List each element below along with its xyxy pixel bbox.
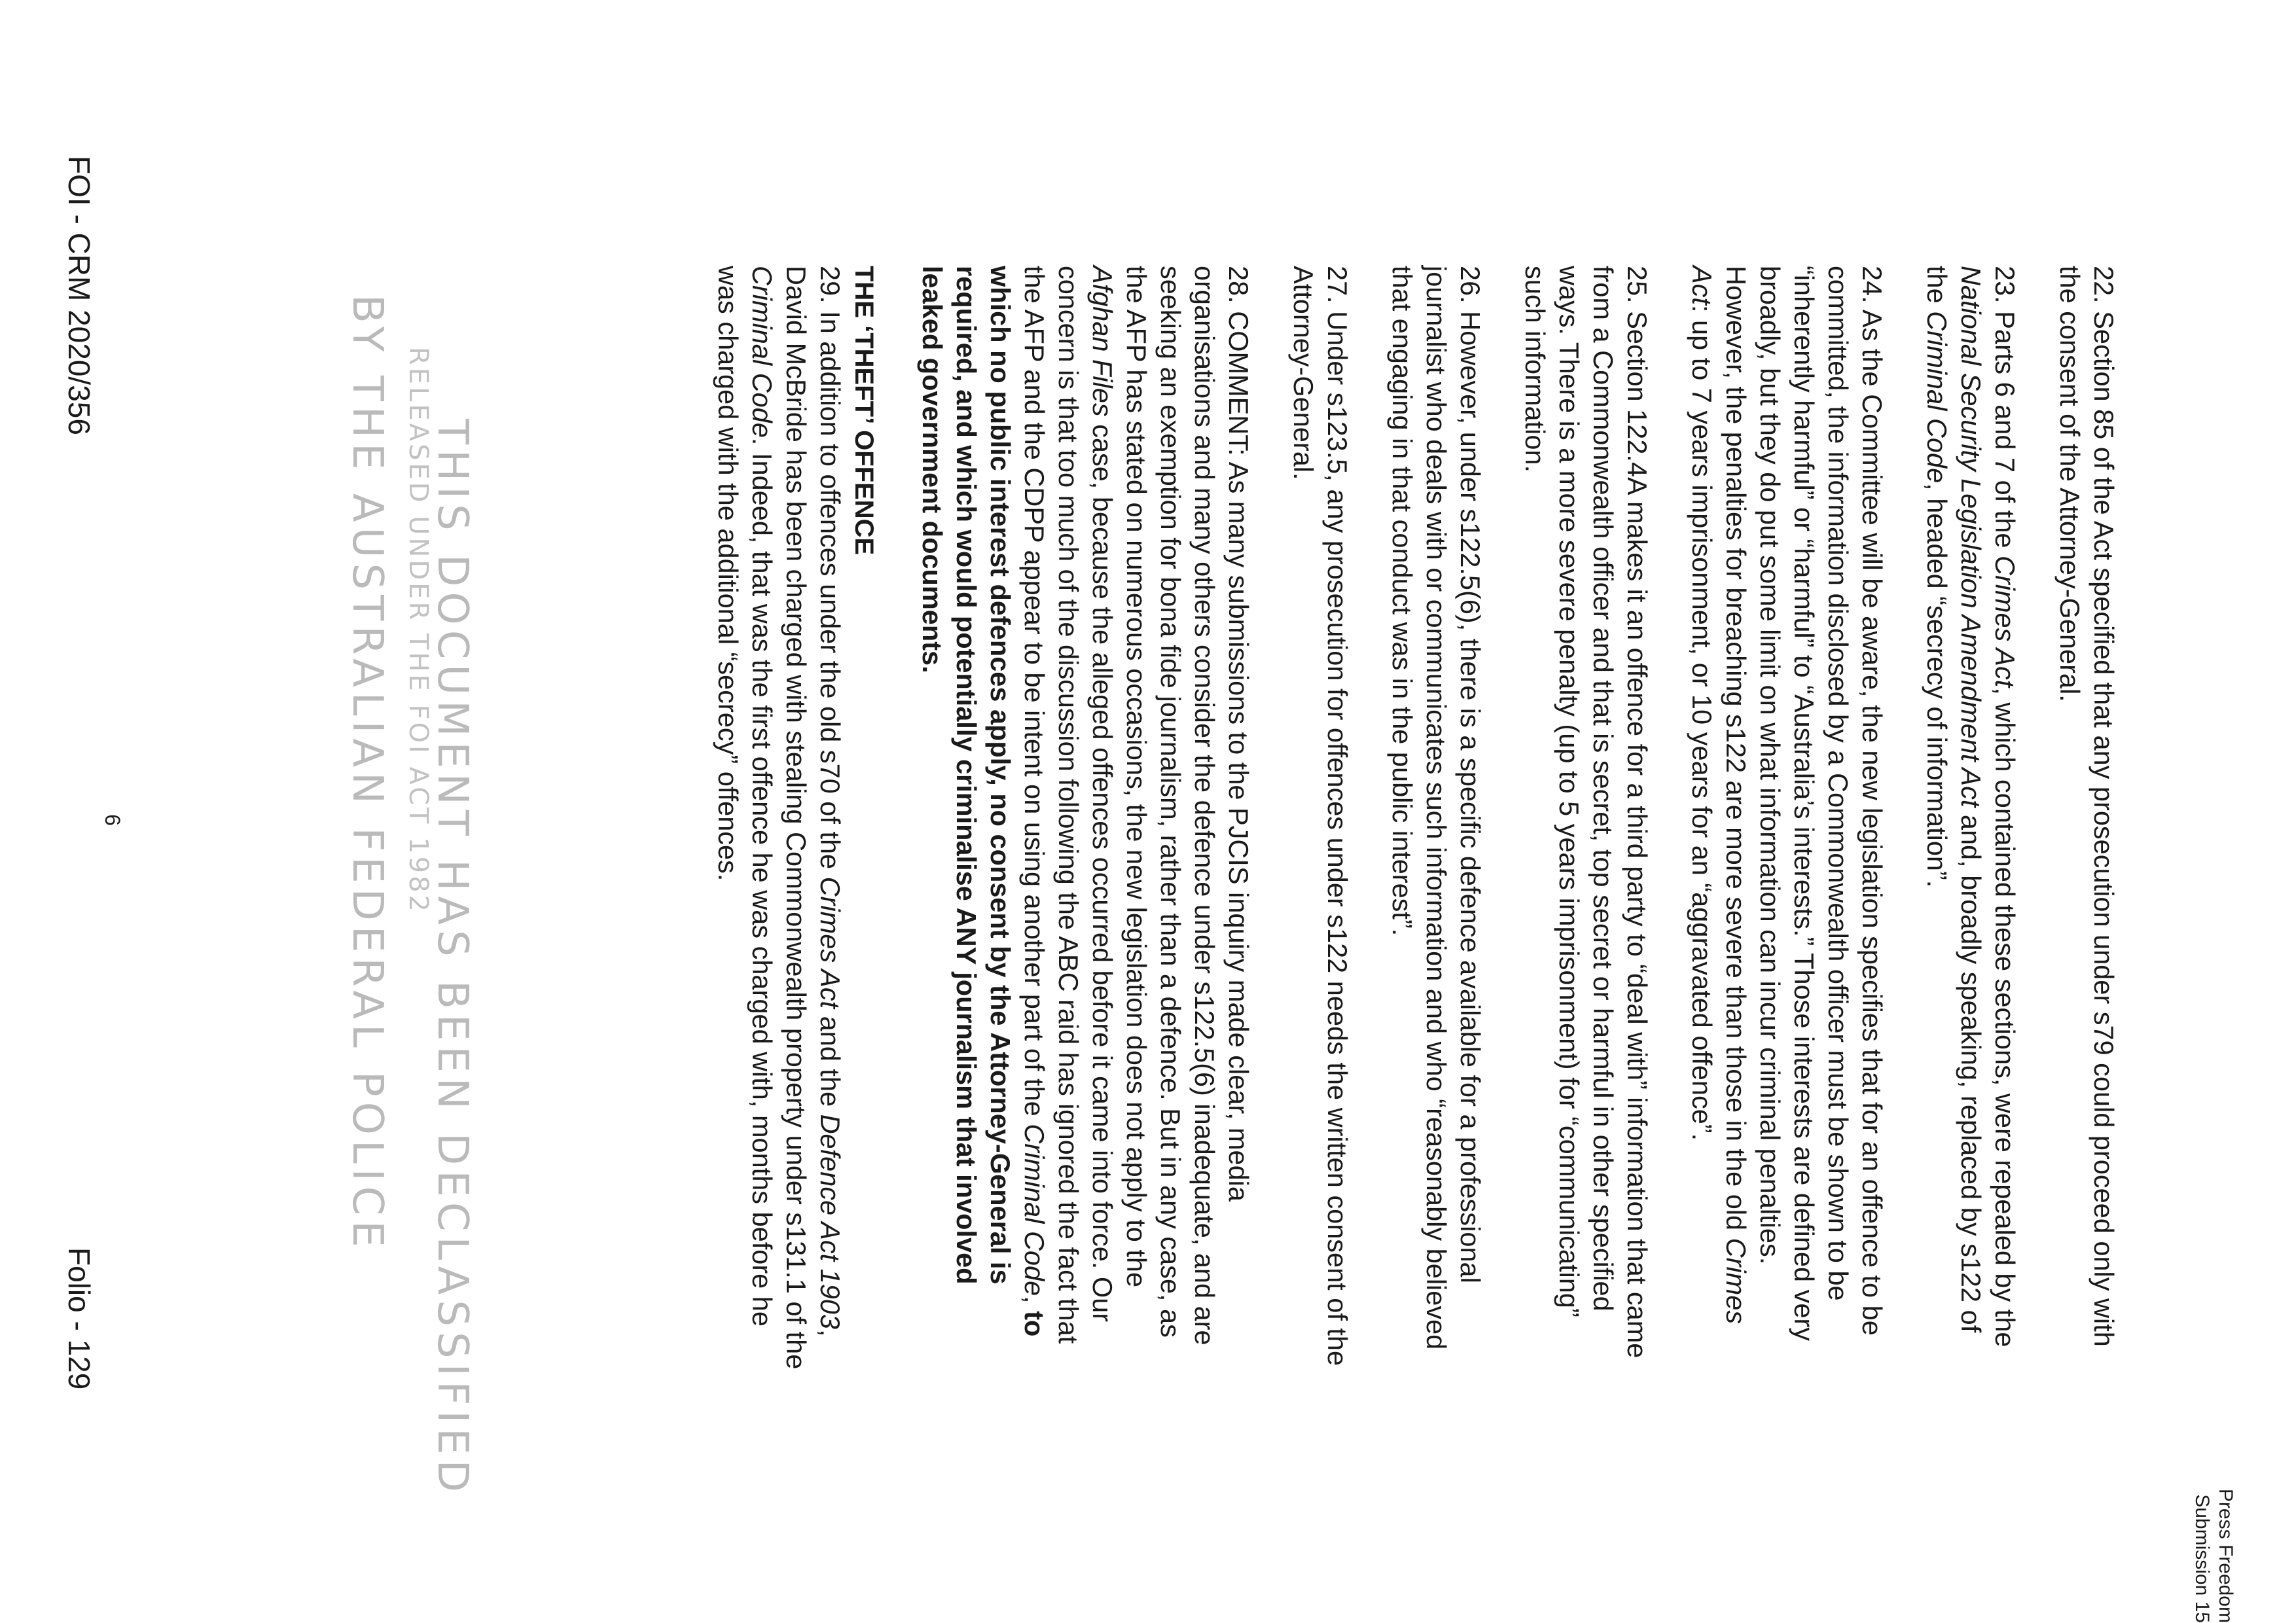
stamp-line-2: BY THE AUSTRALIAN FEDERAL POLICE <box>343 294 391 1253</box>
paragraph-24: 24. As the Committee will be aware, the new legislation specifies that for an offence to be committed, the information disclosed by a Commonwealth officer must be shown to be “inherently harmful” or “harmful” to “Australia’s interests.” Those interests are defined very broadly, but they do put some limit on what information can incur criminal penalties. However, the penalties for breaching s122 are more severe than those in the old Crimes Act: up to 7 years imprisonment, or 10 years for an “aggravated offence”. <box>1687 266 1888 1341</box>
footer-reference: FOI - CRM 2020/356 <box>62 156 96 435</box>
paragraph-26: 26. However, under s122.5(6), there is a specific defence available for a professional journalist who deals with or communicates such information and who “reasonably believed that engaging in that conduct was in the public interest”. <box>1387 266 1486 1350</box>
page-header <box>2190 1348 2237 1623</box>
paragraph-23: 23. Parts 6 and 7 of the Crimes Act, which contained these sections, were repealed by the National Security Legislation Amendment Act and, broadly speaking, replaced by s122 of the Criminal Code, headed “secrecy of information”. <box>1922 266 2020 1347</box>
section-heading: THE ‘THEFT’ OFFENCE <box>850 266 878 556</box>
paragraph-27: 27. Under s123.5, any prosecution for offences under s122 needs the written consent of the Attorney-General. <box>1288 266 1353 1366</box>
paragraph-29: 29. In addition to offences under the old s70 of the Crimes Act and the Defence Act 1903, David McBride has been charged with stealing Commonwealth property under s131.1 of the Criminal Code. Indeed, that was the first offence he was charged with, months before he was charged with the additional “secrecy” offences. <box>713 266 846 1370</box>
paragraph-list <box>915 266 2121 1370</box>
paragraph-25: 25. Section 122.4A makes it an offence for a third party to “deal with” information that came from a Commonwealth officer and that is secret, top secret or harmful in other specified ways. There is a more severe penalty (up to 5 years imprisonment) for “communicating” such information. <box>1520 266 1653 1359</box>
footer-folio: Folio - 129 <box>62 1247 96 1390</box>
stamp-sub-line: RELEASED UNDER THE FOI ACT 1982 <box>403 347 433 914</box>
header-line-1: Press Freedom <box>2215 1488 2236 1623</box>
header-line-2: Submission 15 <box>2191 1494 2213 1623</box>
stamp-line-1: THIS DOCUMENT HAS BEEN DECLASSIFIED <box>428 419 476 1497</box>
page-number: 6 <box>101 814 124 826</box>
document-body <box>680 266 2121 1370</box>
paragraph-28: 28. COMMENT: As many submissions to the PJCIS inquiry made clear, media organisations and many others consider the defence under s122.5(6) inadequate, and are seeking an exemption for bona fide journalism, rather than a defence. But in any case, as the AFP has stated on numerous occasions, the new legislation does not apply to the Afghan Files case, because the alleged offences occurred before it came into force. Our concern is that too much of the discussion following the ABC raid has ignored the fact that the AFP and the CDPP appear to be intent on using another part of the Criminal Code, to which no public interest defences apply, no consent by the Attorney-General is required, and which would potentially criminalise ANY journalism that involved leaked government documents. <box>917 266 1254 1346</box>
paragraph-22: 22. Section 85 of the Act specified that any prosecution under s79 could proceed only with the consent of the Attorney-General. <box>2054 266 2119 1347</box>
